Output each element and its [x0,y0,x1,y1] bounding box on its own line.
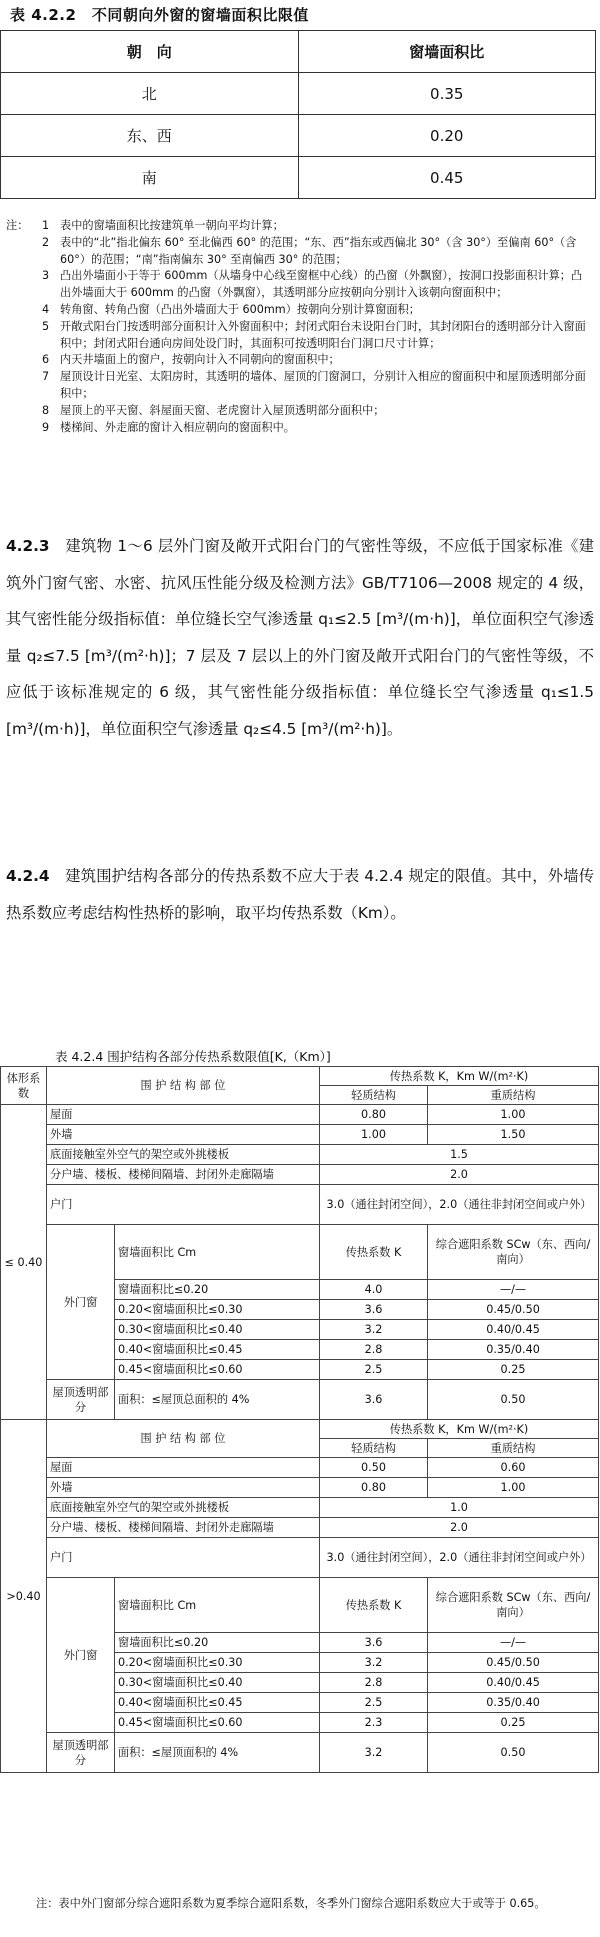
header-part: 围 护 结 构 部 位 [47,1420,320,1458]
win-sc: 0.45/0.50 [428,1300,599,1320]
skylight-area: 面积：≤屋顶总面积的 4% [115,1380,320,1420]
part-label: 外墙 [47,1478,320,1498]
win-sc: 0.40/0.45 [428,1673,599,1693]
win-k: 2.8 [320,1340,428,1360]
table-row [1,1185,599,1225]
note-item [6,235,592,269]
header-heavy: 重质结构 [428,1439,599,1458]
part-label: 户门 [47,1538,320,1578]
table-row [1,73,596,115]
table-row [1,1420,599,1439]
cell-value: 0.50 [320,1458,428,1478]
cell-ratio: 0.45 [298,157,596,199]
cell-value: 3.0（通往封闭空间），2.0（通往非封闭空间或户外） [320,1185,599,1225]
cell-value: 0.50 [428,1733,599,1773]
footnote-label: 注： [36,1897,59,1910]
part-label: 底面接触室外空气的架空或外挑楼板 [47,1498,320,1518]
table-row [1,1518,599,1538]
note-item [6,352,592,369]
note-text: 开敞式阳台门按透明部分面积计入外窗面积中；封闭式阳台未设阳台门时，其封闭阳台的透明部分计入窗面积中；封闭式阳台通向房间处设门时，其面积可按透明阳台门洞口尺寸计算； [60,319,586,350]
part-label: 底面接触室外空气的架空或外挑楼板 [47,1145,320,1165]
win-k: 2.3 [320,1713,428,1733]
win-ratio: 窗墙面积比≤0.20 [115,1633,320,1653]
note-item [6,319,592,353]
header-k: 传热系数 K，Km W/(m²·K) [320,1420,599,1439]
header-heavy: 重质结构 [428,1086,599,1105]
part-label: 外门窗 [47,1225,115,1380]
win-ratio: 0.30<窗墙面积比≤0.40 [115,1673,320,1693]
part-label: 外墙 [47,1125,320,1145]
part-label: 屋面 [47,1458,320,1478]
cell-value: 3.2 [320,1733,428,1773]
cell-value: 0.80 [320,1478,428,1498]
win-sc: 0.45/0.50 [428,1653,599,1673]
win-header: 传热系数 K [320,1225,428,1280]
win-sc: 0.40/0.45 [428,1320,599,1340]
section-4-2-3 [6,528,594,747]
win-header: 传热系数 K [320,1578,428,1633]
note-item [6,268,592,302]
table-row [1,1225,599,1280]
table-row [1,1498,599,1518]
win-ratio: 0.30<窗墙面积比≤0.40 [115,1320,320,1340]
note-item [6,420,592,437]
cell-orientation: 北 [1,73,299,115]
header-ratio: 窗墙面积比 [298,31,596,73]
heat-transfer-table [0,1066,599,1773]
note-text: 转角窗、转角凸窗（凸出外墙面大于 600mm）按朝向分别计算窗面积； [60,302,420,316]
note-text: 凸出外墙面小于等于 600mm（从墙身中心线至窗框中心线）的凸窗（外飘窗），按洞口投影面积计算；凸出外墙面大于 600mm 的凸窗（外飘窗），其透明部分应按朝向分别计入该朝向窗面积中； [60,269,583,300]
note-item [6,302,592,319]
win-k: 2.8 [320,1673,428,1693]
cell-value: 0.80 [320,1105,428,1125]
win-header: 窗墙面积比 Cm [115,1225,320,1280]
skylight-area: 面积：≤屋顶面积的 4% [115,1733,320,1773]
table-row [1,1478,599,1498]
table-row [1,1165,599,1185]
cell-ratio: 0.20 [298,115,596,157]
win-k: 3.6 [320,1633,428,1653]
header-light: 轻质结构 [320,1086,428,1105]
table2-title: 表 4.2.4 围护结构各部分传热系数限值[K,（Km）] [55,1049,331,1064]
cell-value: 1.50 [428,1125,599,1145]
table-row [1,1145,599,1165]
part-label: 屋顶透明部分 [47,1380,115,1420]
win-ratio: 窗墙面积比≤0.20 [115,1280,320,1300]
cell-value: 2.0 [320,1165,599,1185]
cell-value: 0.60 [428,1458,599,1478]
table-row [1,1538,599,1578]
note-item [6,403,592,420]
table1-title: 表 4.2.2 不同朝向外窗的窗墙面积比限值 [10,6,309,24]
win-sc: 0.35/0.40 [428,1340,599,1360]
win-header: 综合遮阳系数 SCw（东、西向/南向） [428,1225,599,1280]
win-k: 3.2 [320,1653,428,1673]
section-text: 建筑物 1～6 层外门窗及敞开式阳台门的气密性等级，不应低于国家标准《建筑外门窗气密、水密、抗风压性能分级及检测方法》GB/T7106—2008 规定的 4 级，其气密性能分级指标值：单位缝长空气渗透量 q₁≤2.5 [m³/(m·h)]，单位面积空气渗透量 q₂≤7.5 [m³/(m²·h)]；7 层及 7 层以上的外门窗及敞开式阳台门的气密性等级，不应低于该标准规定的 6 级，其气密性能分级指标值：单位缝长空气渗透量 q₁≤1.5 [m³/(m·h)]，单位面积空气渗透量 q₂≤4.5 [m³/(m²·h)]。 [6,537,594,738]
header-k: 传热系数 K，Km W/(m²·K) [320,1067,599,1086]
cell-value: 1.00 [320,1125,428,1145]
note-number: 1 [42,219,50,232]
cell-value: 1.00 [428,1105,599,1125]
win-sc: 0.35/0.40 [428,1693,599,1713]
notes-label: 注： [6,219,29,232]
win-ratio: 0.40<窗墙面积比≤0.45 [115,1340,320,1360]
note-number: 2 [42,235,50,249]
note-item [6,218,592,235]
note-number: 7 [42,370,50,384]
win-header: 窗墙面积比 Cm [115,1578,320,1633]
note-number: 9 [42,420,50,434]
section-number: 4.2.4 [6,867,50,885]
table-header-row [1,31,596,73]
note-number: 3 [42,269,50,283]
win-ratio: 0.45<窗墙面积比≤0.60 [115,1713,320,1733]
note-number: 5 [42,319,50,333]
section-text: 建筑围护结构各部分的传热系数不应大于表 4.2.4 规定的限值。其中，外墙传热系数应考虑结构性热桥的影响，取平均传热系数（Km）。 [6,867,594,922]
note-text: 内天井墙面上的窗户，按朝向计入不同朝向的窗面积中； [60,353,340,367]
note-number: 8 [42,403,50,417]
win-ratio: 0.40<窗墙面积比≤0.45 [115,1693,320,1713]
note-item [6,369,592,403]
table1-notes [6,218,592,436]
table-row [1,1458,599,1478]
part-label: 分户墙、楼板、楼梯间隔墙、封闭外走廊隔墙 [47,1165,320,1185]
cell-orientation: 东、西 [1,115,299,157]
table-row [1,1125,599,1145]
cell-value: 3.6 [320,1380,428,1420]
cell-value: 1.00 [428,1478,599,1498]
win-ratio: 0.20<窗墙面积比≤0.30 [115,1653,320,1673]
win-k: 2.5 [320,1693,428,1713]
part-label: 屋顶透明部分 [47,1733,115,1773]
table-row [1,1105,599,1125]
header-orientation: 朝 向 [1,31,299,73]
table2-footnote [36,1895,594,1912]
win-k: 3.6 [320,1300,428,1320]
table-row [1,115,596,157]
win-k: 4.0 [320,1280,428,1300]
part-label: 分户墙、楼板、楼梯间隔墙、封闭外走廊隔墙 [47,1518,320,1538]
table-row [1,1733,599,1773]
note-text: 表中的“北”指北偏东 60° 至北偏西 60° 的范围；“东、西”指东或西偏北 30°（含 30°）至偏南 60°（含 60°）的范围；“南”指南偏东 30° 至南偏西 30° 的范围； [60,235,577,266]
section-4-2-4 [6,858,594,931]
table-row [1,157,596,199]
cell-ratio: 0.35 [298,73,596,115]
note-text: 屋顶设计日光室、太阳房时，其透明的墙体、屋顶的门窗洞口，分别计入相应的窗面积中和屋顶透明部分面积中； [60,370,586,400]
note-text: 楼梯间、外走廊的窗计入相应朝向的窗面积中。 [60,420,295,434]
note-text: 表中的窗墙面积比按建筑单一朝向平均计算； [60,219,284,232]
win-ratio: 0.20<窗墙面积比≤0.30 [115,1300,320,1320]
win-sc: —/— [428,1633,599,1653]
section-number: 4.2.3 [6,537,50,555]
cell-value: 2.0 [320,1518,599,1538]
cell-value: 1.5 [320,1145,599,1165]
part-label: 外门窗 [47,1578,115,1733]
win-header: 综合遮阳系数 SCw（东、西向/南向） [428,1578,599,1633]
win-k: 2.5 [320,1360,428,1380]
table-row [1,1067,599,1086]
cell-value: 1.0 [320,1498,599,1518]
cell-value: 3.0（通往封闭空间），2.0（通往非封闭空间或户外） [320,1538,599,1578]
part-label: 户门 [47,1185,320,1225]
header-shape: 体形系数 [1,1067,47,1105]
note-text: 屋顶上的平天窗、斜屋面天窗、老虎窗计入屋顶透明部分面积中； [60,403,385,417]
win-sc: —/— [428,1280,599,1300]
part-label: 屋面 [47,1105,320,1125]
note-number: 4 [42,302,50,316]
header-light: 轻质结构 [320,1439,428,1458]
window-wall-ratio-table [0,30,596,199]
table-row [1,1380,599,1420]
shape-value: >0.40 [1,1420,47,1773]
note-number: 6 [42,353,50,367]
table-row [1,1578,599,1633]
header-part: 围 护 结 构 部 位 [47,1067,320,1105]
cell-orientation: 南 [1,157,299,199]
win-k: 3.2 [320,1320,428,1340]
win-sc: 0.25 [428,1360,599,1380]
footnote-text: 表中外门窗部分综合遮阳系数为夏季综合遮阳系数，冬季外门窗综合遮阳系数应大于或等于 0.65。 [58,1897,546,1910]
shape-value: ≤ 0.40 [1,1105,47,1420]
win-ratio: 0.45<窗墙面积比≤0.60 [115,1360,320,1380]
win-sc: 0.25 [428,1713,599,1733]
cell-value: 0.50 [428,1380,599,1420]
